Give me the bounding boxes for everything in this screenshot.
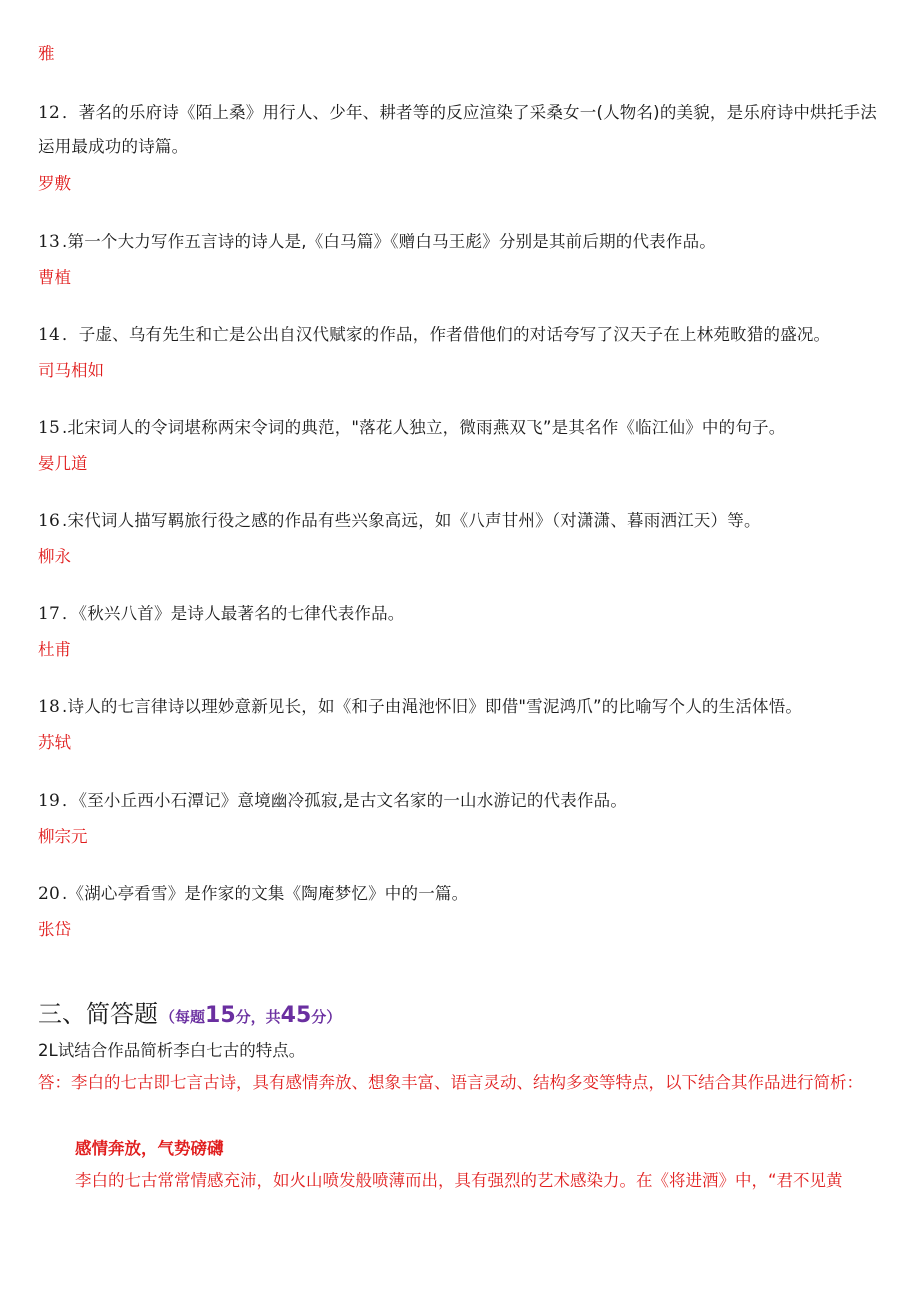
section-title: 三、简答题 xyxy=(38,1000,158,1028)
question-20 xyxy=(38,877,880,911)
answer-21-point1-text: 李白的七古常常情感充沛，如火山喷发般喷薄而出，具有强烈的艺术感染力。在《将进酒》中，“君不见黄 xyxy=(75,1171,843,1190)
section-score-note xyxy=(160,1003,342,1028)
question-number: 19 xyxy=(38,791,61,811)
answer-21-point1-title: 感情奔放，气势磅礴 xyxy=(75,1139,224,1158)
answer-19: 柳宗元 xyxy=(38,827,88,846)
question-text: .宋代词人描写羁旅行役之感的作品有些兴象高远，如《八声甘州》（对潇潇、暮雨洒江天）等。 xyxy=(62,511,761,530)
answer-13: 曹植 xyxy=(38,268,71,287)
section-heading xyxy=(38,994,341,1029)
question-text: ．《秋兴八首》是诗人最著名的七律代表作品。 xyxy=(62,604,405,623)
question-text: ．《至小丘西小石潭记》意境幽冷孤寂,是古文名家的一山水游记的代表作品。 xyxy=(62,791,628,810)
question-21: 2L试结合作品简析李白七古的特点。 xyxy=(38,1041,306,1060)
answer-17: 杜甫 xyxy=(38,640,71,659)
question-number: 13 xyxy=(38,232,61,252)
question-16 xyxy=(38,504,880,538)
note-text: 分，共 xyxy=(235,1008,281,1026)
answer-15: 晏几道 xyxy=(38,454,88,473)
question-number: 18 xyxy=(38,697,61,717)
question-17 xyxy=(38,597,880,631)
question-text: .诗人的七言律诗以理妙意新见长，如《和子由渑池怀旧》即借"雪泥鸿爪”的比喻写个人的生活体悟。 xyxy=(62,697,803,716)
answer-12: 罗敷 xyxy=(38,174,71,193)
note-number: 15 xyxy=(205,1003,236,1028)
question-number: 14 xyxy=(38,325,61,345)
answer-18: 苏轼 xyxy=(38,733,71,752)
answer-16: 柳永 xyxy=(38,547,71,566)
question-13 xyxy=(38,225,880,259)
note-text: 分） xyxy=(311,1008,342,1026)
question-text: .《湖心亭看雪》是作家的文集《陶庵梦忆》中的一篇。 xyxy=(62,884,469,903)
question-number: 15 xyxy=(38,418,61,438)
question-number: 20 xyxy=(38,884,61,904)
question-text: ．子虚、乌有先生和亡是公出自汉代赋家的作品，作者借他们的对话夸写了汉天子在上林苑畋猎的盛况。 xyxy=(62,325,831,344)
answer-20: 张岱 xyxy=(38,920,71,939)
question-15 xyxy=(38,411,880,445)
question-18 xyxy=(38,690,880,724)
question-text: .第一个大力写作五言诗的诗人是,《白马篇》《赠白马王彪》分别是其前后期的代表作品。 xyxy=(62,232,716,251)
question-number: 12 xyxy=(38,103,61,123)
answer-14: 司马相如 xyxy=(38,361,104,380)
question-19 xyxy=(38,784,880,818)
question-number: 17 xyxy=(38,604,61,624)
question-number: 16 xyxy=(38,511,61,531)
question-14 xyxy=(38,318,880,352)
note-number: 45 xyxy=(280,1003,312,1028)
answer-11: 雅 xyxy=(38,44,55,63)
question-text: ．著名的乐府诗《陌上桑》用行人、少年、耕者等的反应渲染了采桑女一(人物名)的美貌，是乐府诗中烘托手法运用最成功的诗篇。 xyxy=(38,103,877,156)
question-12 xyxy=(38,96,880,164)
question-text: .北宋词人的令词堪称两宋令词的典范，"落花人独立，微雨燕双飞”是其名作《临江仙》中的句子。 xyxy=(62,418,786,437)
answer-21-intro: 答：李白的七古即七言古诗，具有感情奔放、想象丰富、语言灵动、结构多变等特点，以下结合其作品进行简析： xyxy=(38,1073,863,1092)
note-text: （每题 xyxy=(160,1008,206,1026)
